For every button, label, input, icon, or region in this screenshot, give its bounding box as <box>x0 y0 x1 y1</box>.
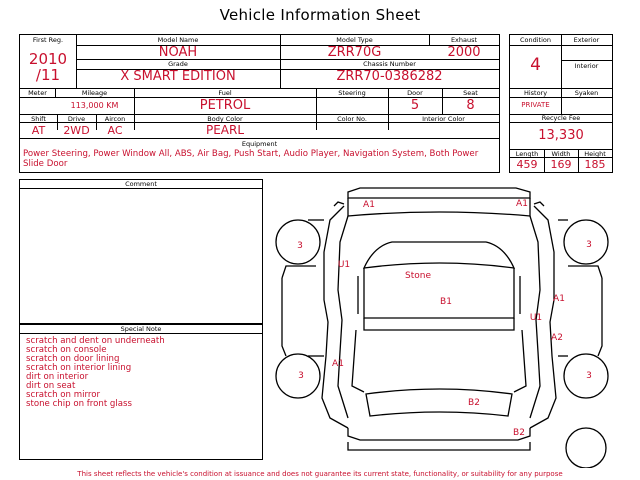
spec-table <box>19 88 500 139</box>
height-label: Height <box>584 150 606 158</box>
history-table <box>509 88 613 173</box>
mark-roof: B1 <box>440 297 452 307</box>
condition-table <box>509 34 613 89</box>
first-reg-year: 2010 <box>28 50 68 68</box>
first-reg-month: /11 <box>35 66 61 84</box>
mark-right-door-front: A1 <box>553 294 565 304</box>
equipment-value: Power Steering, Power Window All, ABS, Air Bag, Push Start, Audio Player, Navigation System, Both Power Slide Door <box>23 149 479 169</box>
height-value: 185 <box>584 158 606 171</box>
comment-label: Comment <box>125 180 157 188</box>
chassis-label: Chassis Number <box>363 60 416 68</box>
mark-front-left: A1 <box>363 200 375 210</box>
history-value: PRIVATE <box>521 101 550 109</box>
aircon-value: AC <box>107 124 123 137</box>
mark-right-door-mid: U1 <box>529 313 543 323</box>
chassis-value: ZRR70-0386282 <box>336 69 443 84</box>
list-item: scratch on mirror <box>26 390 100 400</box>
mark-wheel-rl: 3 <box>298 371 304 381</box>
list-item: stone chip on front glass <box>26 399 132 409</box>
exterior-label: Exterior <box>573 36 600 44</box>
syaken-label: Syaken <box>574 89 599 97</box>
fuel-label: Fuel <box>218 89 232 97</box>
condition-value: 4 <box>530 55 541 75</box>
model-name-label: Model Name <box>157 36 199 44</box>
main-info-table <box>19 34 500 89</box>
model-type-label: Model Type <box>336 36 373 44</box>
seat-value: 8 <box>466 98 475 113</box>
width-value: 169 <box>550 158 572 171</box>
interior-color-label: Interior Color <box>422 115 465 123</box>
mileage-label: Mileage <box>81 89 108 97</box>
special-note-label: Special Note <box>120 325 162 333</box>
history-label: History <box>523 89 548 97</box>
first-reg-label: First Reg. <box>32 36 64 44</box>
grade-label: Grade <box>168 60 188 68</box>
comment-box <box>19 179 263 324</box>
list-item: dirt on interior <box>26 372 89 382</box>
list-item: scratch on console <box>26 345 107 355</box>
model-type-value: ZRR70G <box>327 45 382 60</box>
mark-front-right: A1 <box>516 199 528 209</box>
seat-label: Seat <box>463 89 478 97</box>
drive-label: Drive <box>67 115 86 123</box>
equipment-box <box>19 138 500 173</box>
disclaimer: This sheet reflects the vehicle's condition at issuance and does not guarantee its current state, functionality, or suitability for any purpose <box>77 470 563 478</box>
list-item: dirt on seat <box>26 381 76 391</box>
body-color-value: PEARL <box>205 123 245 137</box>
equipment-label: Equipment <box>241 140 278 148</box>
body-color-label: Body Color <box>207 115 243 123</box>
mark-wheel-fl: 3 <box>297 241 303 251</box>
special-note-box <box>19 324 263 460</box>
recycle-fee-label: Recycle Fee <box>541 114 581 122</box>
recycle-fee-value: 13,330 <box>538 128 584 143</box>
aircon-label: Aircon <box>104 115 126 123</box>
meter-label: Meter <box>28 89 47 97</box>
mark-wheel-rr: 3 <box>586 371 592 381</box>
list-item: scratch and dent on underneath <box>26 336 165 346</box>
mark-right-door-rear: A2 <box>551 333 563 343</box>
list-item: scratch on interior lining <box>26 363 132 373</box>
steering-label: Steering <box>338 89 366 97</box>
vehicle-diagram <box>268 180 618 468</box>
door-label: Door <box>407 89 423 97</box>
interior-label: Interior <box>574 62 599 70</box>
mark-left-door-rear: A1 <box>332 359 344 369</box>
mark-rear-center: B2 <box>468 398 480 408</box>
mark-windshield: Stone <box>405 271 431 281</box>
grade-value: X SMART EDITION <box>120 69 236 84</box>
drive-value: 2WD <box>63 124 90 137</box>
mark-left-fender: U1 <box>337 260 351 270</box>
length-label: Length <box>515 150 539 158</box>
page-title: Vehicle Information Sheet <box>219 6 421 24</box>
length-value: 459 <box>516 158 538 171</box>
width-label: Width <box>551 150 571 158</box>
mileage-value: 113,000 KM <box>70 101 119 110</box>
fuel-value: PETROL <box>199 98 251 113</box>
mark-rear-bumper: B2 <box>513 428 525 438</box>
mark-wheel-fr: 3 <box>586 240 592 250</box>
model-name-value: NOAH <box>158 45 198 60</box>
shift-label: Shift <box>31 115 46 123</box>
exhaust-value: 2000 <box>447 45 481 60</box>
exhaust-label: Exhaust <box>450 36 478 44</box>
shift-value: AT <box>31 124 46 137</box>
condition-label: Condition <box>519 36 552 44</box>
list-item: scratch on door lining <box>26 354 120 364</box>
door-value: 5 <box>410 98 420 113</box>
color-no-label: Color No. <box>337 115 367 123</box>
special-note-list <box>26 337 256 409</box>
